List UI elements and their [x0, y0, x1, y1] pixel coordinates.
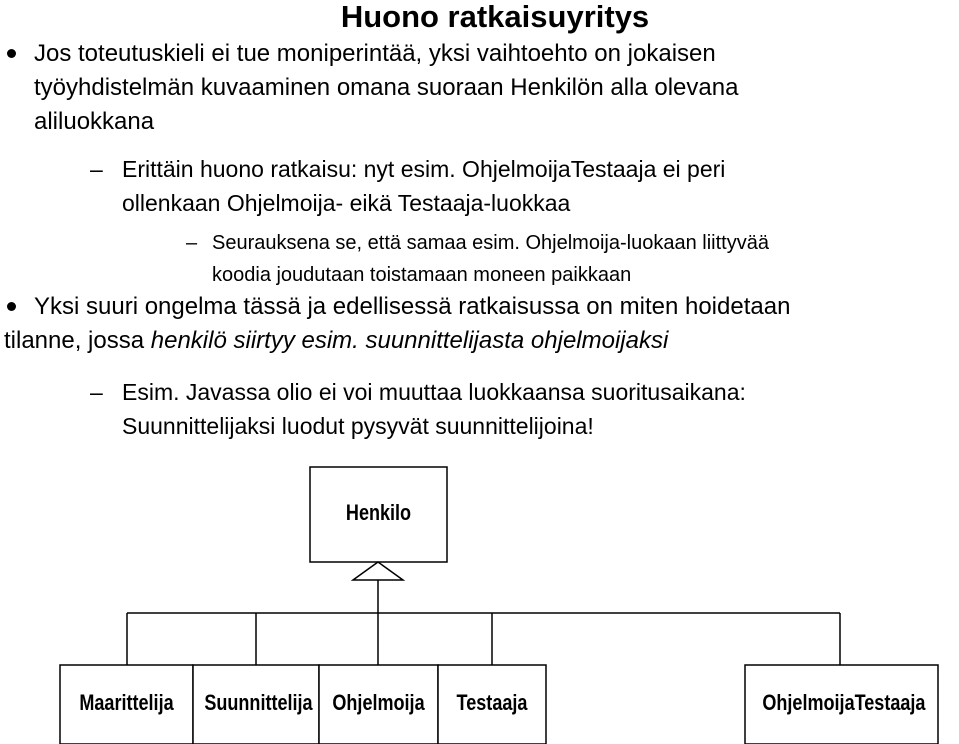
class-name-maarittelija: Maarittelija — [79, 690, 174, 715]
bullet-1-line-2: työyhdistelmän kuvaaminen omana suoraan Henkilön alla olevana — [34, 74, 739, 101]
bullet-2-plain-text: tilanne, jossa — [4, 327, 151, 354]
slide-title: Huono ratkaisuyritys — [340, 0, 650, 34]
subbullet-1-line-2: ollenkaan Ohjelmoija- eikä Testaaja-luokkaa — [122, 190, 571, 216]
class-name-ohjelmoija: Ohjelmoija — [332, 690, 425, 715]
bullet-1-line-1: Jos toteutuskieli ei tue moniperintää, yksi vaihtoehto on jokaisen — [34, 40, 716, 67]
inheritance-arrow-icon — [353, 562, 403, 580]
class-name-testaaja: Testaaja — [456, 690, 528, 715]
class-name-henkilo: Henkilo — [345, 500, 412, 525]
class-name-suunnittelija: Suunnittelija — [204, 690, 313, 715]
bullet-2-italic-text: henkilö siirtyy esim. suunnittelijasta ohjelmoijaksi — [150, 327, 669, 354]
dash-marker: – — [90, 379, 103, 405]
subsubbullet-line-1: Seurauksena se, että samaa esim. Ohjelmoija-luokaan liittyvää — [212, 232, 769, 254]
subbullet-2-line-1: Esim. Javassa olio ei voi muuttaa luokkaansa suoritusaikana: — [122, 379, 746, 405]
bullet-2-line-1: Yksi suuri ongelma tässä ja edellisessä ratkaisussa on miten hoidetaan — [34, 293, 791, 320]
class-name-ohjelmoijatestaaja: OhjelmoijaTestaaja — [762, 690, 926, 715]
subsubbullet-line-2: koodia joudutaan toistamaan moneen paikkaan — [212, 264, 632, 286]
bullet-1-line-3: aliluokkana — [34, 108, 155, 135]
dash-marker: – — [186, 232, 198, 254]
subbullet-2-line-2: Suunnittelijaksi luodut pysyvät suunnittelijoina! — [122, 413, 594, 439]
dash-marker: – — [90, 156, 103, 182]
subbullet-1-line-1: Erittäin huono ratkaisu: nyt esim. OhjelmoijaTestaaja ei peri — [122, 156, 726, 182]
